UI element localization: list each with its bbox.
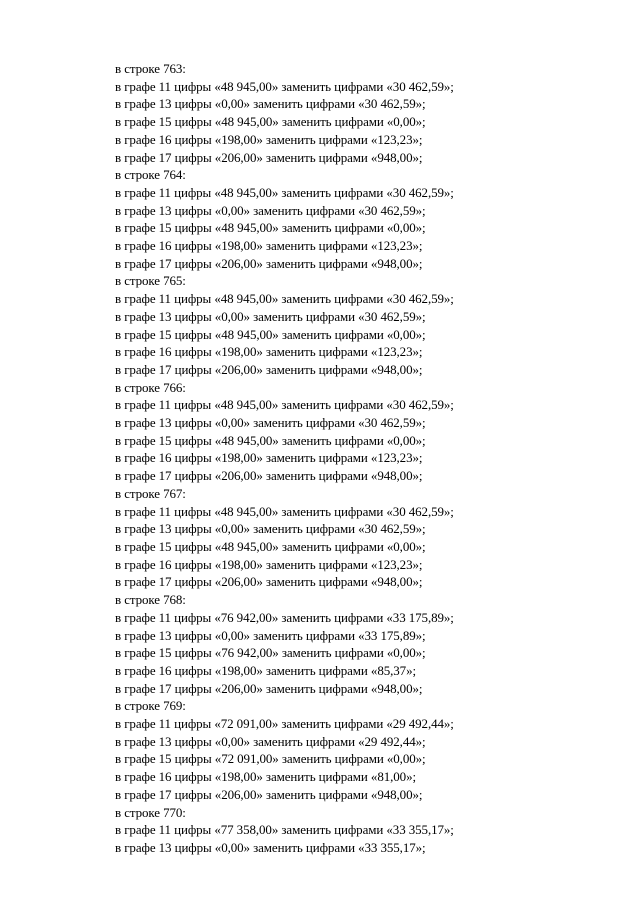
text-line: в графе 11 цифры «76 942,00» заменить цифрами «33 175,89»; <box>115 609 454 625</box>
text-line: в графе 17 цифры «206,00» заменить цифрами «948,00»; <box>115 149 423 165</box>
row-heading-767: в строке 767: <box>115 485 186 501</box>
document-text <box>115 60 615 857</box>
text-line: в графе 13 цифры «0,00» заменить цифрами «30 462,59»; <box>115 96 426 112</box>
text-line: в графе 11 цифры «48 945,00» заменить цифрами «30 462,59»; <box>115 291 454 307</box>
text-line: в графе 17 цифры «206,00» заменить цифрами «948,00»; <box>115 786 423 802</box>
text-line: в графе 13 цифры «0,00» заменить цифрами «30 462,59»; <box>115 308 426 324</box>
text-line: в графе 16 цифры «198,00» заменить цифрами «123,23»; <box>115 131 423 147</box>
text-line: в графе 15 цифры «48 945,00» заменить цифрами «0,00»; <box>115 220 426 236</box>
text-line: в графе 11 цифры «48 945,00» заменить цифрами «30 462,59»; <box>115 503 454 519</box>
text-line: в графе 15 цифры «72 091,00» заменить цифрами «0,00»; <box>115 751 426 767</box>
text-line: в графе 11 цифры «48 945,00» заменить цифрами «30 462,59»; <box>115 397 454 413</box>
text-line: в графе 15 цифры «48 945,00» заменить цифрами «0,00»; <box>115 114 426 130</box>
text-line: в графе 16 цифры «198,00» заменить цифрами «123,23»; <box>115 344 423 360</box>
text-line: в графе 16 цифры «198,00» заменить цифрами «123,23»; <box>115 238 423 254</box>
text-line: в графе 17 цифры «206,00» заменить цифрами «948,00»; <box>115 361 423 377</box>
text-line: в графе 13 цифры «0,00» заменить цифрами «33 355,17»; <box>115 839 426 855</box>
row-heading-764: в строке 764: <box>115 167 186 183</box>
text-line: в графе 17 цифры «206,00» заменить цифрами «948,00»; <box>115 468 423 484</box>
text-line: в графе 15 цифры «48 945,00» заменить цифрами «0,00»; <box>115 326 426 342</box>
text-line: в графе 13 цифры «0,00» заменить цифрами «30 462,59»; <box>115 202 426 218</box>
text-line: в графе 16 цифры «198,00» заменить цифрами «85,37»; <box>115 662 416 678</box>
row-heading-763: в строке 763: <box>115 61 186 76</box>
text-line: в графе 16 цифры «198,00» заменить цифрами «123,23»; <box>115 556 423 572</box>
text-line: в графе 11 цифры «48 945,00» заменить цифрами «30 462,59»; <box>115 78 454 94</box>
text-line: в графе 15 цифры «48 945,00» заменить цифрами «0,00»; <box>115 432 426 448</box>
row-heading-765: в строке 765: <box>115 273 186 289</box>
text-line: в графе 11 цифры «72 091,00» заменить цифрами «29 492,44»; <box>115 716 454 732</box>
text-line: в графе 11 цифры «48 945,00» заменить цифрами «30 462,59»; <box>115 184 454 200</box>
text-line: в графе 17 цифры «206,00» заменить цифрами «948,00»; <box>115 680 423 696</box>
text-line: в графе 17 цифры «206,00» заменить цифрами «948,00»; <box>115 574 423 590</box>
row-heading-766: в строке 766: <box>115 379 186 395</box>
text-line: в графе 15 цифры «76 942,00» заменить цифрами «0,00»; <box>115 645 426 661</box>
text-line: в графе 11 цифры «77 358,00» заменить цифрами «33 355,17»; <box>115 822 454 838</box>
text-line: в графе 16 цифры «198,00» заменить цифрами «123,23»; <box>115 450 423 466</box>
text-line: в графе 13 цифры «0,00» заменить цифрами «33 175,89»; <box>115 627 426 643</box>
text-line: в графе 17 цифры «206,00» заменить цифрами «948,00»; <box>115 255 423 271</box>
text-line: в графе 13 цифры «0,00» заменить цифрами «29 492,44»; <box>115 733 426 749</box>
text-line: в графе 13 цифры «0,00» заменить цифрами «30 462,59»; <box>115 521 426 537</box>
row-heading-768: в строке 768: <box>115 592 186 608</box>
row-heading-769: в строке 769: <box>115 698 186 714</box>
text-line: в графе 15 цифры «48 945,00» заменить цифрами «0,00»; <box>115 538 426 554</box>
text-line: в графе 13 цифры «0,00» заменить цифрами «30 462,59»; <box>115 415 426 431</box>
row-heading-770: в строке 770: <box>115 804 186 820</box>
text-line: в графе 16 цифры «198,00» заменить цифрами «81,00»; <box>115 769 416 785</box>
